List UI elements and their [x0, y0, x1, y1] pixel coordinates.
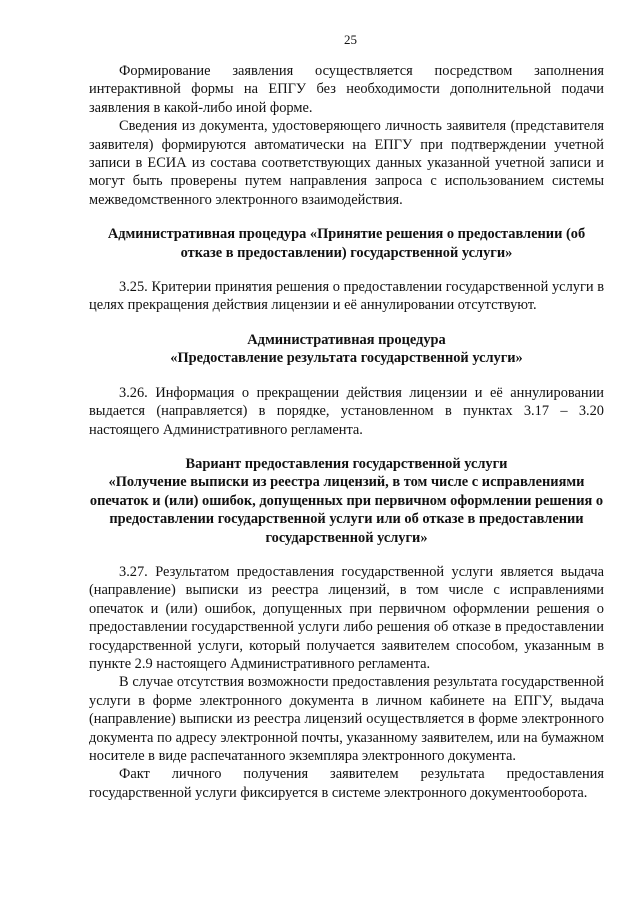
- paragraph-receipt-record: Факт личного получения заявителем результата предоставления государственной услуги фиксируется в системе электронного документооборота.: [89, 766, 604, 801]
- paragraph-3-25: 3.25. Критерии принятия решения о предоставлении государственной услуги в целях прекращения действия лицензии и её аннулировании отсутствуют.: [89, 279, 604, 314]
- page-number: 25: [344, 32, 357, 47]
- heading-result-procedure-line1: Административная процедура: [247, 331, 446, 348]
- heading-result-procedure: [89, 331, 604, 368]
- paragraph-3-27: 3.27. Результатом предоставления государственной услуги является выдача (направление) выписки из реестра лицензий, в том числе с исправлениями опечаток и (или) ошибок, допущенных при первичном оформлении решения о предоставлении государственной услуги либо решения об отказе в предоставлении государственной услуги, который получается заявителем способом, указанным в пункте 2.9 настоящего Административного регламента.: [89, 563, 604, 672]
- paragraph-identity-data: Сведения из документа, удостоверяющего личность заявителя (представителя заявителя) формируются автоматически на ЕПГУ при подтверждении учетной записи в ЕСИА из состава соответствующих данных указанной учетной записи и могут быть проверены путем направления запроса с использованием системы межведомственного электронного взаимодействия.: [89, 118, 604, 208]
- paragraph-3-26: 3.26. Информация о прекращении действия лицензии и её аннулировании выдается (направляется) в порядке, установленном в пунктах 3.17 – 3.20 настоящего Административного регламента.: [89, 384, 604, 438]
- paragraph-no-electronic-option: В случае отсутствия возможности предоставления результата государственной услуги в форме электронного документа в личном кабинете на ЕПГУ, выдача (направление) выписки из реестра лицензий осуществляется в форме электронного документа по адресу электронной почты, указанному заявителем, или на бумажном носителе в виде распечатанного экземпляра электронного документа.: [89, 674, 604, 764]
- paragraph-application-form: Формирование заявления осуществляется посредством заполнения интерактивной формы на ЕПГУ без необходимости дополнительной подачи заявления в какой-либо иной форме.: [89, 63, 604, 116]
- heading-result-procedure-line2: «Предоставление результата государственной услуги»: [170, 350, 523, 367]
- heading-service-variant-line1: Вариант предоставления государственной услуги: [185, 455, 508, 472]
- heading-decision-procedure: Административная процедура «Принятие решения о предоставлении (об отказе в предоставлении) государственной услуги»: [107, 226, 586, 261]
- heading-service-variant-title: «Получение выписки из реестра лицензий, в том числе с исправлениями опечаток и (или) ошибок, допущенных при первичном оформлении решения о предоставлении государственной услуги или об отказе в предоставлении государственной услуги»: [89, 474, 604, 546]
- heading-service-variant: [89, 455, 604, 547]
